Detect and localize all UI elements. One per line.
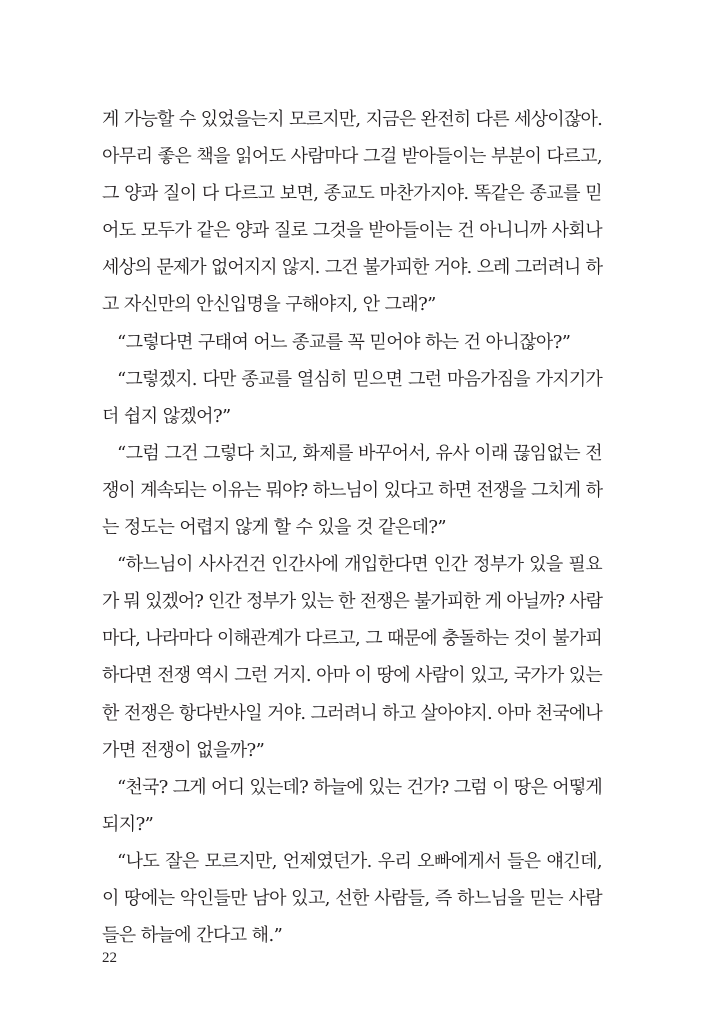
- page-number: 22: [102, 950, 117, 966]
- text-line: 가 뭐 있겠어? 인간 정부가 있는 한 전쟁은 불가피한 게 아닐까? 사람: [102, 591, 602, 613]
- text-line: 어도 모두가 같은 양과 질로 그것을 받아들이는 건 아니니까 사회나: [102, 220, 602, 242]
- text-line: 게 가능할 수 있었을는지 모르지만, 지금은 완전히 다른 세상이잖아.: [102, 109, 602, 130]
- text-line: 그 양과 질이 다 다르고 보면, 종교도 마찬가지야. 똑같은 종교를 믿: [102, 183, 602, 205]
- text-line: “하느님이 사사건건 인간사에 개입한다면 인간 정부가 있을 필요: [117, 554, 602, 576]
- text-line: 세상의 문제가 없어지지 않지. 그건 불가피한 거야. 으레 그러려니 하: [102, 257, 602, 279]
- text-line: 되지?”: [102, 813, 154, 835]
- text-line: “그렇다면 구태여 어느 종교를 꼭 믿어야 하는 건 아니잖아?”: [117, 331, 571, 353]
- text-line: “그럼 그건 그렇다 치고, 화제를 바꾸어서, 유사 이래 끊임없는 전: [117, 442, 602, 464]
- text-line: 고 자신만의 안신입명을 구해야지, 안 그래?”: [102, 294, 436, 316]
- text-line: 쟁이 계속되는 이유는 뭐야? 하느님이 있다고 하면 전쟁을 그치게 하: [102, 479, 602, 501]
- text-line: “천국? 그게 어디 있는데? 하늘에 있는 건가? 그럼 이 땅은 어떻게: [117, 776, 602, 798]
- text-line: 는 정도는 어렵지 않게 할 수 있을 것 같은데?”: [102, 517, 447, 539]
- text-line: 한 전쟁은 항다반사일 거야. 그러려니 하고 살아야지. 아마 천국에나: [102, 702, 602, 724]
- text-line: 마다, 나라마다 이해관계가 다르고, 그 때문에 충돌하는 것이 불가피: [102, 628, 602, 650]
- text-line: 하다면 전쟁 역시 그런 거지. 아마 이 땅에 사람이 있고, 국가가 있는: [102, 665, 602, 687]
- body-text: [102, 101, 602, 954]
- text-line: “나도 잘은 모르지만, 언제였던가. 우리 오빠에게서 들은 얘긴데,: [117, 850, 602, 872]
- text-line: 가면 전쟁이 없을까?”: [102, 739, 265, 761]
- text-line: 이 땅에는 악인들만 남아 있고, 선한 사람들, 즉 하느님을 믿는 사람: [102, 887, 602, 909]
- text-line: 아무리 좋은 책을 읽어도 사람마다 그걸 받아들이는 부분이 다르고,: [102, 146, 602, 168]
- text-line: “그렇겠지. 다만 종교를 열심히 믿으면 그런 마음가짐을 가지기가: [117, 368, 602, 390]
- text-line: 더 쉽지 않겠어?”: [102, 405, 231, 427]
- text-line: 들은 하늘에 간다고 해.”: [102, 925, 283, 947]
